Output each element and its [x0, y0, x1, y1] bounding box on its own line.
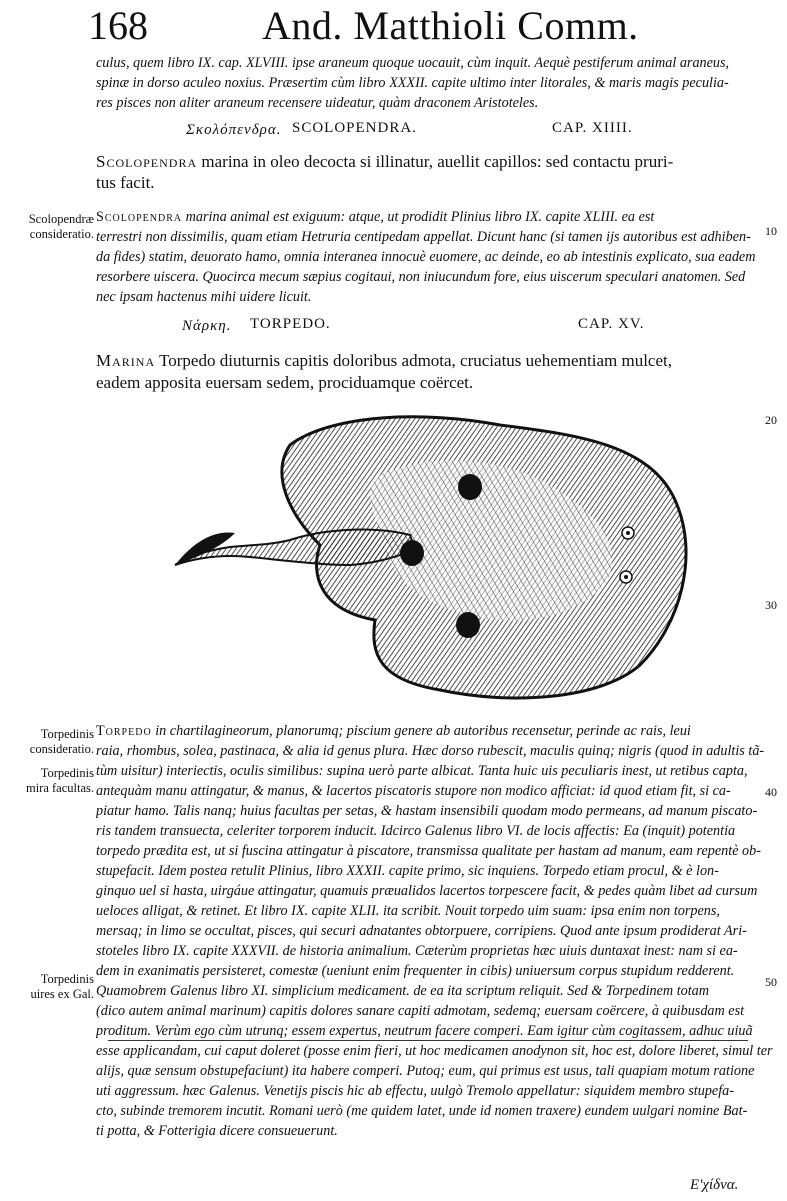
lead-word: Marina	[96, 351, 156, 370]
commentary-line: Torpedo in chartilagineorum, planorumq; piscium genere ab autoribus recensetur, perinde ac rais, leui	[96, 723, 691, 739]
commentary-line: torpedo prædita est, ut si fuscina attingatur à piscatore, transmissa qualitate per hastam ad manum, eam repentè ob-	[96, 843, 761, 859]
chapter-number: CAP. XIIII.	[552, 120, 633, 136]
chapter-text-line: Marina Torpedo diuturnis capitis doloribus admota, cruciatus uehementiam mulcet,	[96, 351, 672, 370]
commentary-line: ris tandem transuecta, celeriter torporem inducit. Idcirco Galenus libro VI. de locis affectis: Ea (inquit) potentia	[96, 823, 736, 839]
running-title: And. Matthioli Comm.	[262, 3, 639, 48]
commentary-line: alijs, quæ sensum obstupefaciunt) ita habere comperi. Putoq; eum, qui primus est usus, tali quapiam motum ratione	[96, 1063, 755, 1079]
lead-word: Scolopendra	[96, 209, 183, 225]
commentary-line: terrestri non dissimilis, quam etiam Hetruria centipedam appellat. Dicunt hanc (si tamen ijs autoribus est adhiben-	[96, 229, 751, 245]
commentary-line: piatur hamo. Talis nanq; huius facultas per setas, & hastam insensibili quodam modo permeans, ad manum piscato-	[96, 803, 758, 819]
commentary-line: Scolopendra marina animal est exiguum: atque, ut prodidit Plinius libro IX. capite XLIII. ea est	[96, 209, 655, 225]
chapter-latin-title: TORPEDO.	[250, 316, 331, 332]
commentary-line: ginquo uel si hasta, uirgáue attingatur, quamuis præualidos lacertos torpescere facit, & pedes quàm libet ad cursum	[96, 883, 758, 899]
margin-note: Scolopendræ consideratio.	[28, 212, 94, 241]
commentary-line: dem in exanimatis persisteret, comestæ (ueniunt enim frequenter in cibis) uniuersum corpus stupidum redderent.	[96, 963, 735, 979]
page-number: 168	[88, 3, 148, 48]
commentary-line: stoteles libro IX. capite XXXVII. de historia animalium. Cæterùm proprietas hæc uiuis duntaxat inest: nam si ea-	[96, 943, 738, 959]
commentary-line: tùm uisitur) interiectis, oculis similibus: supina uerò parte albicat. Tanta huic uis peculiaris inest, ut retibus capta,	[96, 763, 748, 779]
line-number: 10	[765, 224, 777, 238]
commentary-line: (dico autem animal marinum) capitis dolores sanare capiti admotam, sedemq; euersam coërcere, à quibusdam est	[96, 1003, 745, 1019]
catchword: E'χίδνα.	[690, 1177, 739, 1193]
line-number: 50	[765, 975, 777, 989]
commentary-line: stupefacit. Idem postea retulit Plinius, libro XXXII. capite primo, sic inquiens. Torpedo etiam procul, & è lon-	[96, 863, 719, 879]
chapter-greek-title: Νάρκη.	[182, 318, 232, 334]
commentary-line: raia, rhombus, solea, pastinaca, & alia id genus plura. Hæc dorso rubescit, maculis quinq; nigris (quod in adultis tã-	[96, 743, 765, 759]
intro-line: res pisces non aliter araneum recensere uideatur, quàm draconem Aristoteles.	[96, 95, 539, 111]
line-number: 20	[765, 413, 777, 427]
chapter-greek-title: Σκολόπενδρα.	[186, 122, 282, 138]
line-number: 30	[765, 598, 777, 612]
commentary-line: ueloces alligat, & retinet. Et libro IX. capite XLII. ita scribit. Nouit torpedo uim suam: ipsa enim non torpens,	[96, 903, 720, 919]
chapter-text-line: eadem apposita euersam sedem, prociduamque coërcet.	[96, 373, 474, 392]
commentary-line: uti aggressum. hæc Galenus. Venetijs piscis hic ab effectu, uulgò Tremolo appellatur: siquidem membro stupefa-	[96, 1083, 734, 1099]
margin-note: Torpedinis consideratio.	[29, 727, 94, 756]
underline-rule	[108, 1040, 748, 1041]
margin-note: Torpedinis mira facultas.	[25, 766, 94, 795]
chapter-number: CAP. XV.	[578, 316, 645, 332]
commentary-line: proditum. Verùm ego cùm utrunq; essem expertus, neutrum facere comperi. Eam igitur cùm cogitassem, adhuc uiuã	[96, 1023, 753, 1039]
commentary-line: mersaq; in limo se occultat, pisces, qui securi adnatantes obtorpuere, corripiens. Quod ante ipsum prodiderat Ari-	[96, 923, 747, 939]
chapter-latin-title: SCOLOPENDRA.	[292, 120, 417, 136]
lead-word: Torpedo	[96, 723, 152, 739]
intro-line: spinæ in dorso aculeo noxius. Præsertim cùm libro XXXII. capite ultimo inter litorales, & maris magis peculia-	[96, 75, 729, 91]
commentary-line: nec ipsam hactenus mihi uidere licuit.	[96, 289, 312, 305]
intro-line: culus, quem libro IX. cap. XLVIII. ipse araneum quoque uocauit, cùm inquit. Aequè pestiferum animal araneus,	[96, 55, 730, 71]
commentary-line: antequàm manu attingatur, & manus, & lacertos piscatoris stupore non modico afficiat: id quod etiam fit, si ca-	[96, 783, 731, 799]
margin-note: Torpedinis uires ex Gal.	[30, 972, 94, 1001]
commentary-line: Quamobrem Galenus libro XI. simplicium medicament. de ea ita scriptum reliquit. Sed & Torpedinem totam	[96, 983, 710, 999]
chapter-text-line: Scolopendra marina in oleo decocta si illinatur, auellit capillos: sed contactu pruri-	[96, 152, 674, 171]
commentary-line: resorbere uiscera. Quocirca mecum sæpius cogitaui, non iniucundum fore, eius uiscerum speculari anatomen. Sed	[96, 269, 746, 285]
torpedo-fish-illustration	[170, 405, 710, 710]
commentary-line: cto, subinde tremorem incutit. Romani uerò (me quidem latet, unde id nomen traxere) eundem uulgari nomine Bat-	[96, 1103, 748, 1119]
commentary-line: esse applicandam, cui caput doleret (posse enim fieri, ut hoc medicamen anodynon sit, hoc est, dolore liberet, simul ter	[96, 1043, 773, 1059]
lead-word: Scolopendra	[96, 152, 198, 171]
line-number: 40	[765, 785, 777, 799]
chapter-text-line: tus facit.	[96, 173, 155, 192]
commentary-line: ti potta, & Fotterigia dicere consueuerunt.	[96, 1123, 338, 1139]
commentary-line: da fides) statim, deuorato hamo, omnia interanea innocuè euomere, ac deinde, eo ab intestinis explicato, sua eadem	[96, 249, 756, 265]
